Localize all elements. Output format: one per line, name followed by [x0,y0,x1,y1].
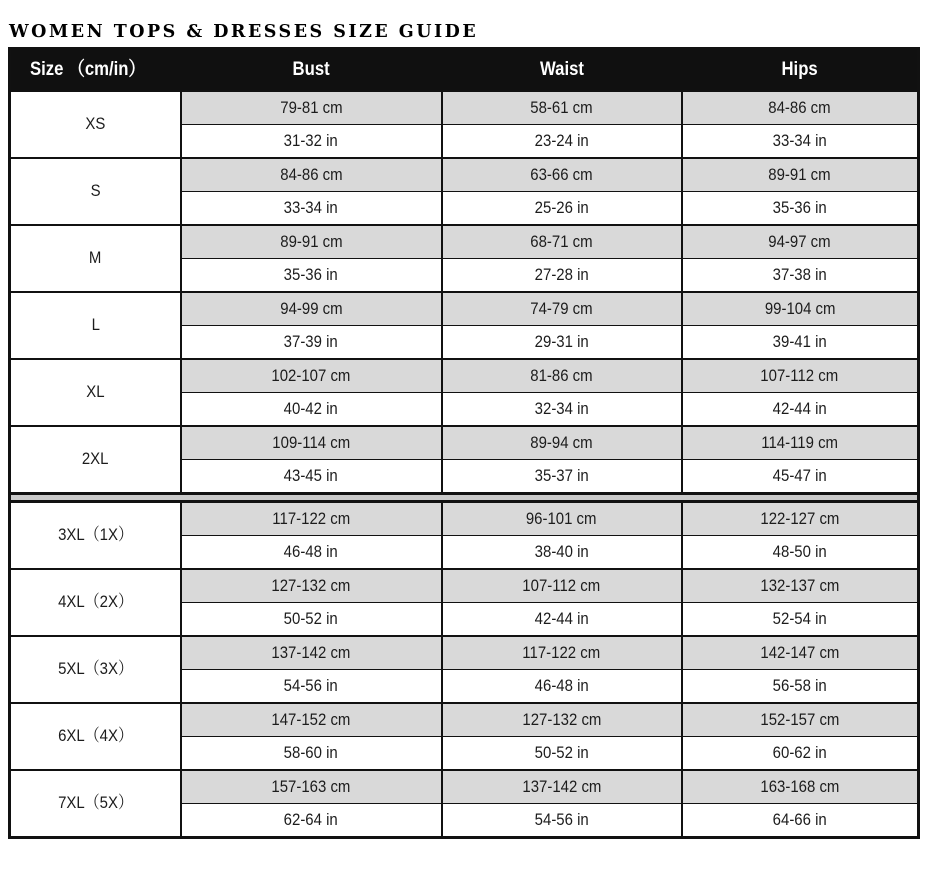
waist-in-cell: 29-31 in [442,326,682,360]
size-cell-s [10,158,181,225]
header-waist-label: Waist [539,59,584,80]
header-bust-label: Bust [292,59,330,80]
bust-cm-cell: 109-114 cm [181,426,442,460]
hips-in-cell: 56-58 in [682,670,919,704]
hips-in-cell: 48-50 in [682,536,919,570]
bust-in-cell: 33-34 in [181,192,442,226]
bust-in-cell: 62-64 in [181,804,442,838]
waist-in-cell: 25-26 in [442,192,682,226]
table-row [10,502,919,536]
bust-cm-cell: 117-122 cm [181,502,442,536]
size-label: S [90,181,101,200]
bust-cm-cell: 137-142 cm [181,636,442,670]
size-label: L [91,315,100,334]
bust-in-cell: 37-39 in [181,326,442,360]
size-label: 4XL（2X） [57,592,133,611]
hips-in-cell: 45-47 in [682,460,919,494]
bust-cm-cell: 127-132 cm [181,569,442,603]
table-row [10,158,919,192]
size-cell-m [10,225,181,292]
size-label: 2XL [81,449,109,468]
size-label: 7XL（5X） [57,793,133,812]
table-row [10,359,919,393]
size-cell-5xl [10,636,181,703]
waist-cm-cell: 127-132 cm [442,703,682,737]
hips-cm-cell: 84-86 cm [682,91,919,125]
table-row [10,292,919,326]
waist-in-cell: 23-24 in [442,125,682,159]
size-cell-7xl [10,770,181,838]
waist-in-cell: 42-44 in [442,603,682,637]
hips-in-cell: 52-54 in [682,603,919,637]
waist-cm-cell: 96-101 cm [442,502,682,536]
waist-in-cell: 54-56 in [442,804,682,838]
waist-in-cell: 32-34 in [442,393,682,427]
hips-cm-cell: 94-97 cm [682,225,919,259]
waist-in-cell: 35-37 in [442,460,682,494]
header-size [10,49,181,92]
waist-cm-cell: 89-94 cm [442,426,682,460]
header-hips-label: Hips [781,59,818,80]
table-row [10,703,919,737]
hips-cm-cell: 89-91 cm [682,158,919,192]
waist-cm-cell: 107-112 cm [442,569,682,603]
hips-in-cell: 39-41 in [682,326,919,360]
hips-cm-cell: 152-157 cm [682,703,919,737]
bust-in-cell: 35-36 in [181,259,442,293]
hips-in-cell: 60-62 in [682,737,919,771]
size-cell-4xl [10,569,181,636]
size-guide-table [8,47,920,839]
page-title: WOMEN TOPS & DRESSES SIZE GUIDE [9,22,479,42]
waist-in-cell: 46-48 in [442,670,682,704]
bust-cm-cell: 94-99 cm [181,292,442,326]
header-row [10,49,919,92]
bust-in-cell: 46-48 in [181,536,442,570]
waist-in-cell: 27-28 in [442,259,682,293]
size-cell-2xl [10,426,181,494]
bust-in-cell: 54-56 in [181,670,442,704]
hips-cm-cell: 163-168 cm [682,770,919,804]
hips-cm-cell: 122-127 cm [682,502,919,536]
size-label: 3XL（1X） [57,525,133,544]
bust-in-cell: 58-60 in [181,737,442,771]
waist-cm-cell: 117-122 cm [442,636,682,670]
size-label: 5XL（3X） [57,659,133,678]
header-bust [181,49,442,92]
plus-size-divider-bar [10,494,919,502]
bust-in-cell: 50-52 in [181,603,442,637]
bust-in-cell: 40-42 in [181,393,442,427]
size-cell-l [10,292,181,359]
header-waist [442,49,682,92]
hips-cm-cell: 107-112 cm [682,359,919,393]
bust-cm-cell: 157-163 cm [181,770,442,804]
waist-cm-cell: 63-66 cm [442,158,682,192]
table-row [10,91,919,125]
size-label: M [89,248,102,267]
waist-cm-cell: 81-86 cm [442,359,682,393]
hips-cm-cell: 132-137 cm [682,569,919,603]
table-row [10,770,919,804]
size-cell-6xl [10,703,181,770]
hips-in-cell: 42-44 in [682,393,919,427]
size-label: XL [86,382,105,401]
bust-cm-cell: 89-91 cm [181,225,442,259]
table-row [10,426,919,460]
waist-cm-cell: 58-61 cm [442,91,682,125]
waist-cm-cell: 74-79 cm [442,292,682,326]
table-row [10,225,919,259]
waist-cm-cell: 68-71 cm [442,225,682,259]
waist-in-cell: 50-52 in [442,737,682,771]
hips-cm-cell: 114-119 cm [682,426,919,460]
size-cell-xs [10,91,181,158]
bust-cm-cell: 147-152 cm [181,703,442,737]
table-row [10,569,919,603]
bust-in-cell: 31-32 in [181,125,442,159]
size-cell-xl [10,359,181,426]
size-label: XS [85,114,106,133]
hips-in-cell: 64-66 in [682,804,919,838]
hips-cm-cell: 99-104 cm [682,292,919,326]
hips-in-cell: 35-36 in [682,192,919,226]
waist-cm-cell: 137-142 cm [442,770,682,804]
plus-size-divider [10,494,919,502]
bust-cm-cell: 79-81 cm [181,91,442,125]
header-size-label: Size （cm/in） [29,59,146,80]
waist-in-cell: 38-40 in [442,536,682,570]
hips-in-cell: 37-38 in [682,259,919,293]
hips-cm-cell: 142-147 cm [682,636,919,670]
header-hips [682,49,919,92]
size-cell-3xl [10,502,181,570]
size-label: 6XL（4X） [57,726,133,745]
table-row [10,636,919,670]
bust-cm-cell: 84-86 cm [181,158,442,192]
hips-in-cell: 33-34 in [682,125,919,159]
bust-in-cell: 43-45 in [181,460,442,494]
bust-cm-cell: 102-107 cm [181,359,442,393]
